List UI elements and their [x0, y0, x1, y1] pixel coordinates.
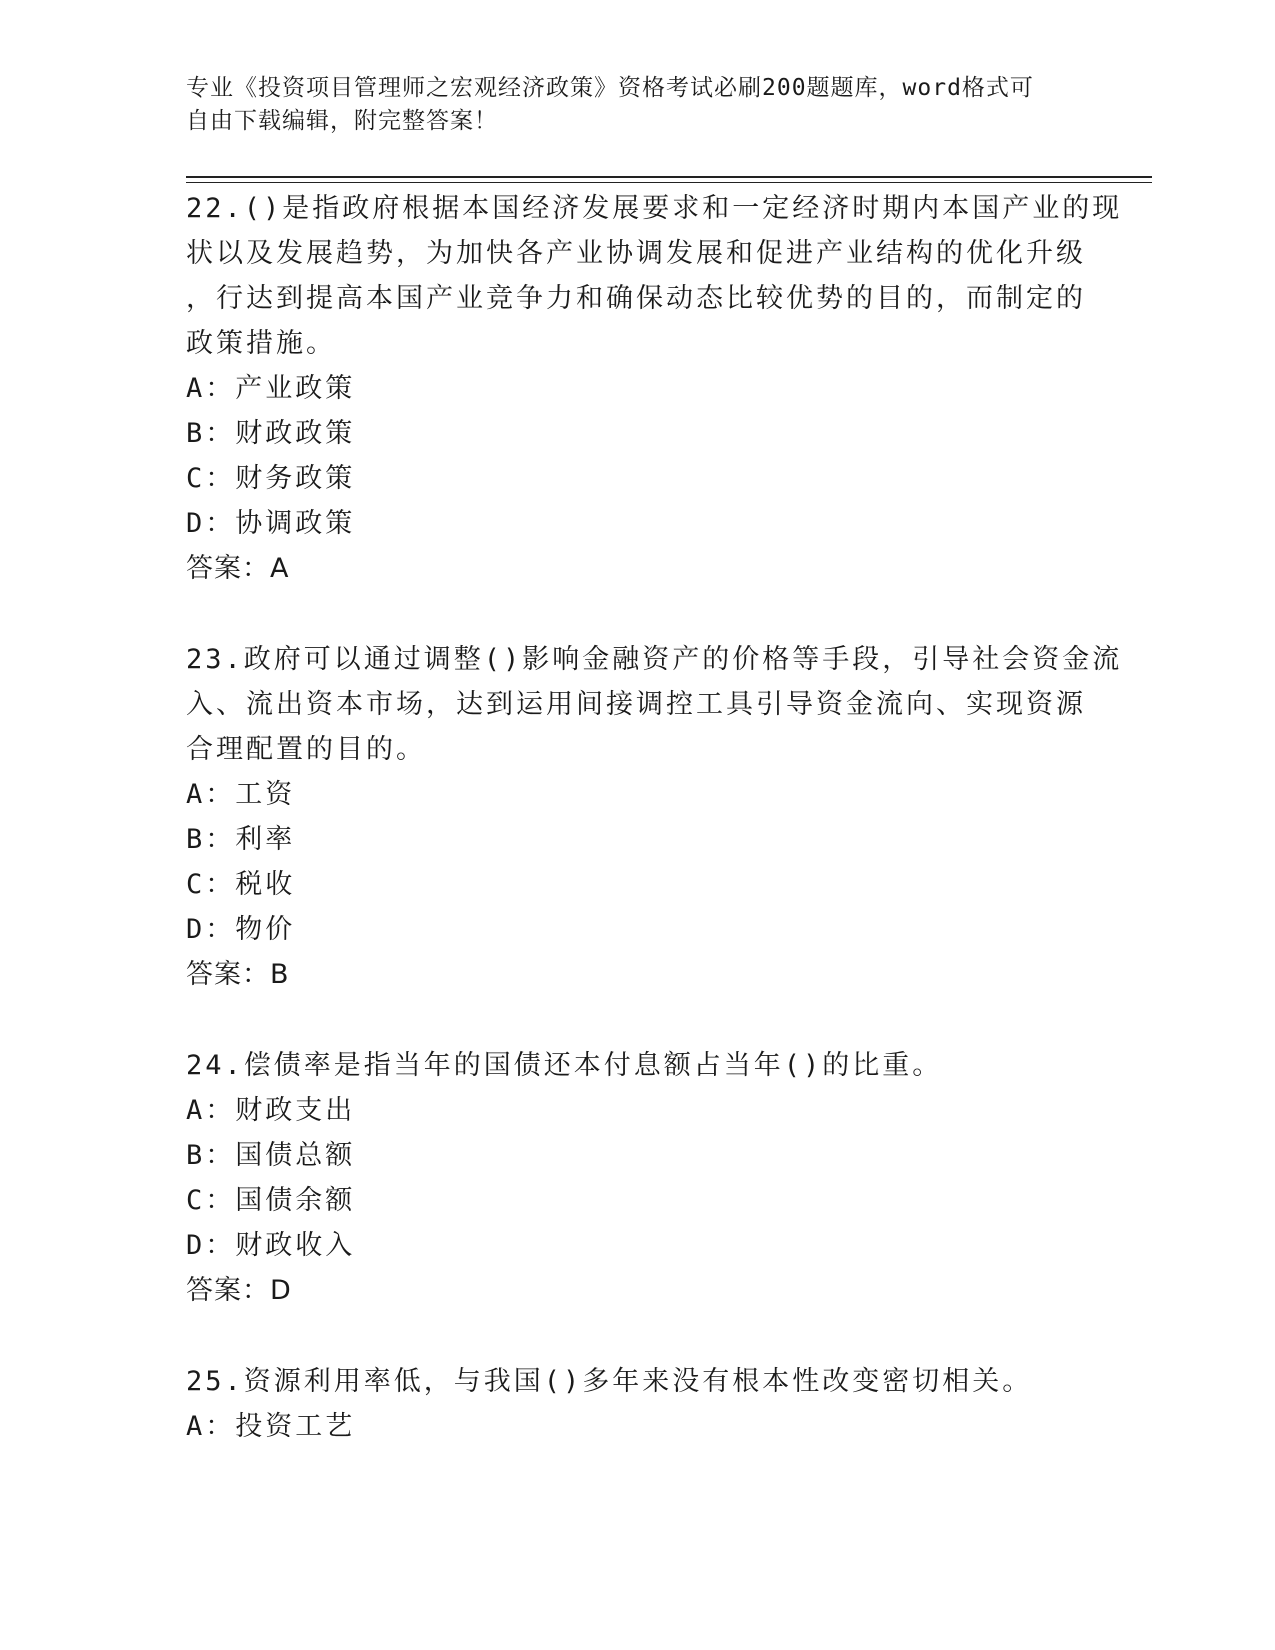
question-22 — [186, 186, 1123, 591]
question-stem-line: 合理配置的目的。 — [186, 734, 426, 765]
question-24 — [186, 1043, 1086, 1313]
question-spacer — [186, 997, 1086, 1043]
question-spacer — [186, 1313, 1086, 1359]
header-title-line-1: 专业《投资项目管理师之宏观经济政策》资格考试必刷200题题库，word格式可 — [186, 75, 1034, 101]
option-d: D：协调政策 — [186, 508, 356, 539]
question-stem-line: 入、流出资本市场，达到运用间接调控工具引导资金流向、实现资源 — [186, 689, 1086, 720]
question-stem-line: 25.资源利用率低，与我国()多年来没有根本性改变密切相关。 — [186, 1366, 1033, 1397]
option-a: A：工资 — [186, 779, 296, 810]
option-c: C：国债余额 — [186, 1185, 356, 1216]
header-divider-thin — [186, 182, 1152, 183]
option-d: D：物价 — [186, 914, 296, 945]
question-list — [186, 186, 1123, 1449]
answer-text: 答案：D — [186, 1275, 292, 1306]
option-b: B：财政政策 — [186, 418, 356, 449]
question-stem-line: 22.()是指政府根据本国经济发展要求和一定经济时期内本国产业的现 — [186, 193, 1123, 224]
question-25 — [186, 1359, 1086, 1449]
question-23 — [186, 637, 1123, 997]
question-stem-line: ，行达到提高本国产业竞争力和确保动态比较优势的目的，而制定的 — [186, 283, 1086, 314]
question-stem-line: 24.偿债率是指当年的国债还本付息额占当年()的比重。 — [186, 1050, 943, 1081]
question-spacer — [186, 591, 1086, 637]
question-stem-line: 政策措施。 — [186, 328, 336, 359]
option-a: A：投资工艺 — [186, 1411, 356, 1442]
option-c: C：税收 — [186, 869, 296, 900]
answer-text: 答案：B — [186, 959, 290, 990]
option-d: D：财政收入 — [186, 1230, 356, 1261]
question-stem-line: 状以及发展趋势，为加快各产业协调发展和促进产业结构的优化升级 — [186, 238, 1086, 269]
option-a: A：产业政策 — [186, 373, 356, 404]
option-a: A：财政支出 — [186, 1095, 356, 1126]
option-b: B：利率 — [186, 824, 296, 855]
document-header — [186, 72, 1066, 138]
header-title-line-2: 自由下载编辑，附完整答案！ — [186, 108, 498, 134]
header-divider-thick — [186, 176, 1152, 178]
option-b: B：国债总额 — [186, 1140, 356, 1171]
question-stem-line: 23.政府可以通过调整()影响金融资产的价格等手段，引导社会资金流 — [186, 644, 1123, 675]
answer-text: 答案：A — [186, 553, 290, 584]
option-c: C：财务政策 — [186, 463, 356, 494]
